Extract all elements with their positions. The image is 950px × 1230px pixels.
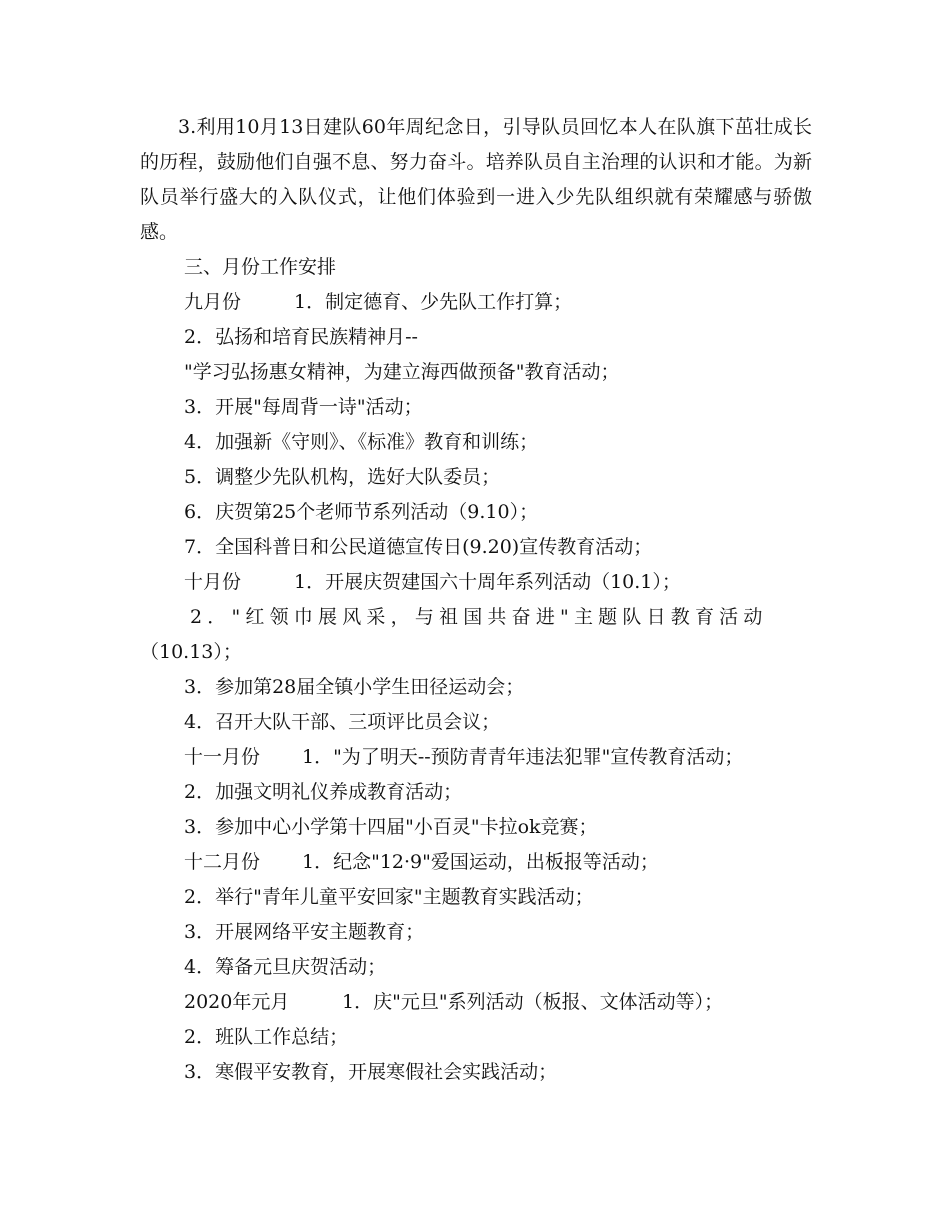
month-row-december xyxy=(140,845,812,880)
list-item: 4．召开大队干部、三项评比员会议； xyxy=(184,711,501,733)
month-label: 2020年元月 xyxy=(184,991,290,1013)
list-item: "学习弘扬惠女精神，为建立海西做预备"教育活动； xyxy=(184,361,620,383)
list-item-continuation: （10.13）； xyxy=(140,641,242,663)
list-item: 2．弘扬和培育民族精神月-- xyxy=(184,326,418,348)
list-item: 3．开展网络平安主题教育； xyxy=(184,921,425,943)
document-page xyxy=(140,110,812,1090)
list-item: 3．寒假平安教育，开展寒假社会实践活动； xyxy=(184,1061,558,1083)
month-first-item: 1．开展庆贺建国六十周年系列活动（10.1）； xyxy=(294,571,681,593)
month-first-item: 1．纪念"12·9"爱国运动，出板报等活动； xyxy=(302,851,659,873)
section-heading: 三、月份工作安排 xyxy=(184,256,337,278)
month-row-november xyxy=(140,740,812,775)
list-item: 3．开展"每周背一诗"活动； xyxy=(184,396,423,418)
list-item: 2．"红领巾展风采，与祖国共奋进"主题队日教育活动 xyxy=(190,606,768,628)
list-item: 3．参加中心小学第十四届"小百灵"卡拉ok竞赛； xyxy=(184,816,598,838)
list-item: 3．参加第28届全镇小学生田径运动会； xyxy=(184,676,525,698)
list-item: 7．全国科普日和公民道德宣传日(9.20)宣传教育活动； xyxy=(184,536,653,558)
month-first-item: 1．庆"元旦"系列活动（板报、文体活动等）； xyxy=(342,991,724,1013)
month-label: 九月份 xyxy=(184,291,242,313)
month-label: 十二月份 xyxy=(184,851,261,873)
month-first-item: 1．"为了明天--预防青青年违法犯罪"宣传教育活动； xyxy=(302,746,744,768)
month-row-september xyxy=(140,285,812,320)
month-label: 十月份 xyxy=(184,571,242,593)
month-row-october xyxy=(140,565,812,600)
list-item: 2．班队工作总结； xyxy=(184,1026,349,1048)
intro-paragraph: 3.利用10月13日建队60年周纪念日，引导队员回忆本人在队旗下茁壮成长的历程，鼓励他们自强不息、努力奋斗。培养队员自主治理的认识和才能。为新队员举行盛大的入队仪式，让他们体验到一进入少先队组织就有荣耀感与骄傲感。 xyxy=(140,116,812,243)
list-item: 2．举行"青年儿童平安回家"主题教育实践活动； xyxy=(184,886,594,908)
month-row-january xyxy=(140,985,812,1020)
list-item: 4．筹备元旦庆贺活动； xyxy=(184,956,387,978)
month-first-item: 1．制定德育、少先队工作打算； xyxy=(294,291,573,313)
list-item: 4．加强新《守则》、《标准》教育和训练； xyxy=(184,431,539,453)
list-item: 6．庆贺第25个老师节系列活动（9.10）； xyxy=(184,501,539,523)
list-item: 5．调整少先队机构，选好大队委员； xyxy=(184,466,501,488)
month-label: 十一月份 xyxy=(184,746,261,768)
list-item: 2．加强文明礼仪养成教育活动； xyxy=(184,781,463,803)
